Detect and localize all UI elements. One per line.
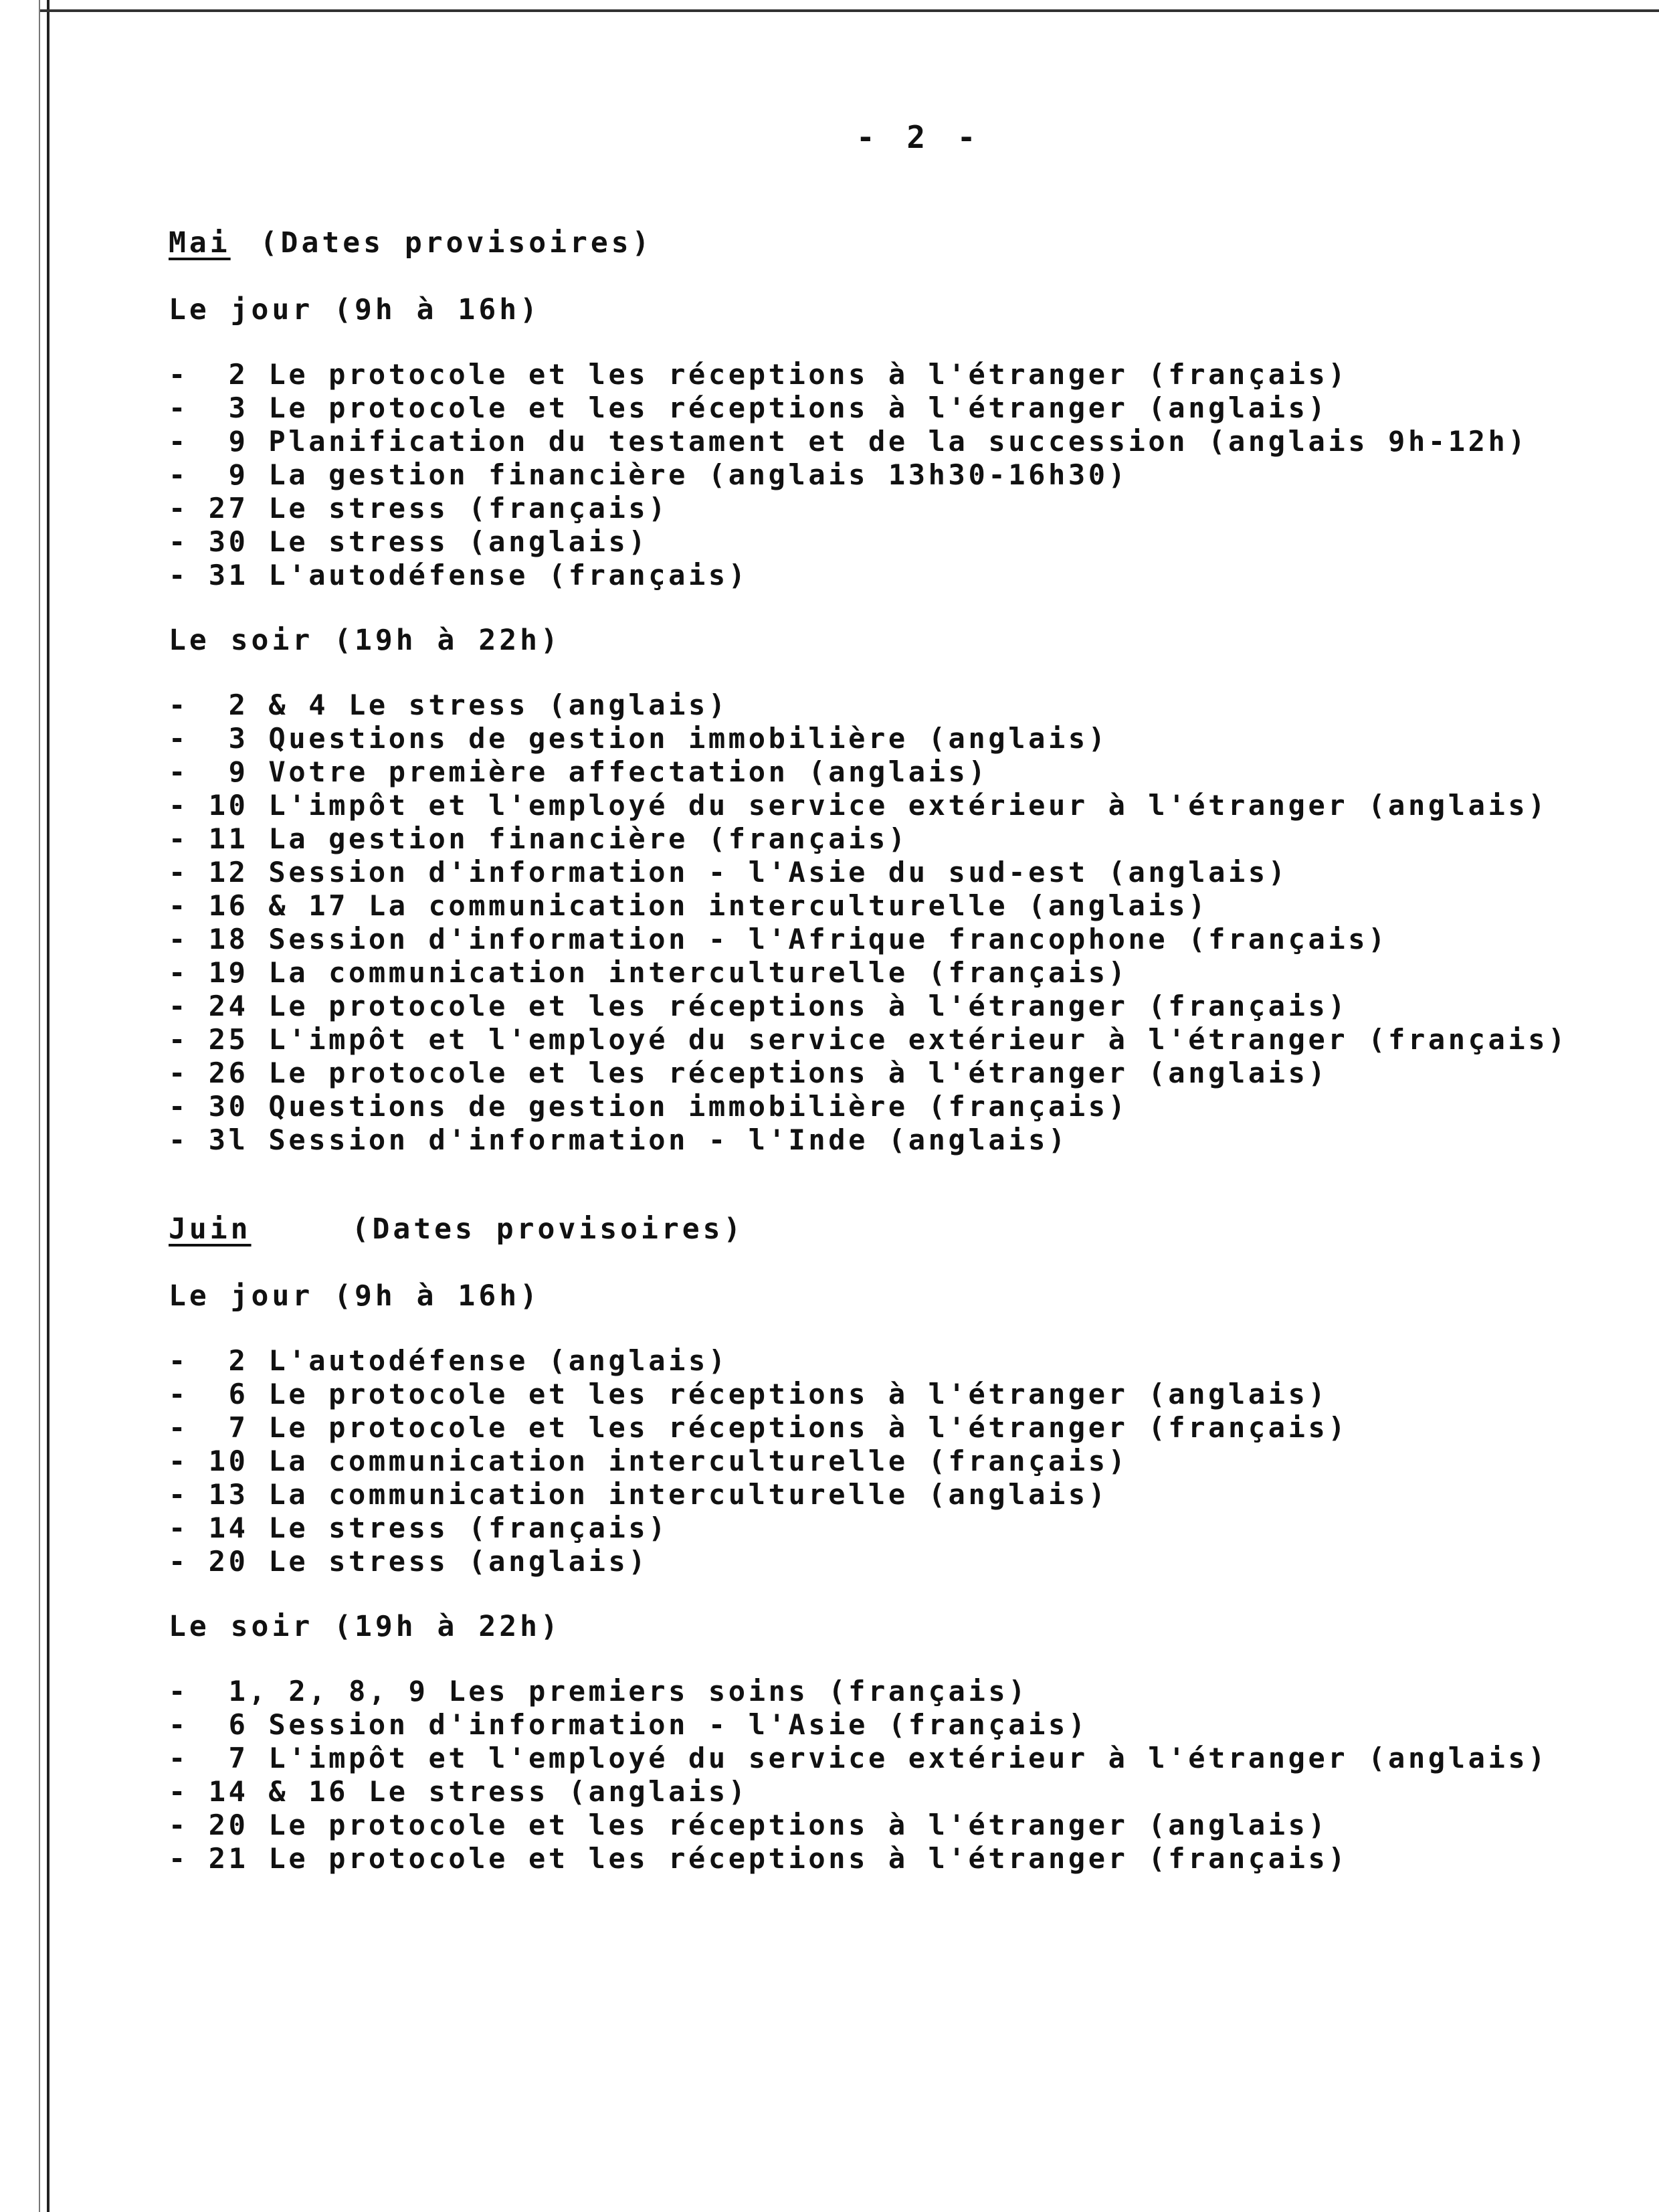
list-item: - 3l Session d'information - l'Inde (anglais)	[169, 1123, 1068, 1156]
list-item: - 16 & 17 La communication interculturelle (anglais)	[169, 889, 1209, 922]
list-item: - 21 Le protocole et les réceptions à l'étranger (français)	[169, 1842, 1349, 1875]
list-item: - 9 Planification du testament et de la succession (anglais 9h-12h)	[169, 425, 1529, 458]
document-body	[169, 224, 1627, 1875]
month-note: (Dates provisoires)	[260, 226, 653, 260]
list-item: - 27 Le stress (français)	[169, 492, 669, 525]
list-item: - 19 La communication interculturelle (français)	[169, 956, 1129, 989]
evening-schedule-heading: Le soir (19h à 22h)	[169, 1610, 561, 1643]
list-item: - 7 L'impôt et l'employé du service extérieur à l'étranger (anglais)	[169, 1742, 1549, 1774]
section-juin	[169, 1210, 1627, 1875]
list-item: - 1, 2, 8, 9 Les premiers soins (français)	[169, 1675, 1029, 1708]
list-item: - 3 Le protocole et les réceptions à l'étranger (anglais)	[169, 391, 1329, 424]
day-schedule-heading: Le jour (9h à 16h)	[169, 1279, 541, 1313]
list-item: - 18 Session d'information - l'Afrique francophone (français)	[169, 923, 1389, 955]
month-name: Juin	[169, 1212, 252, 1246]
scan-edge-line	[39, 0, 40, 2212]
month-name: Mai	[169, 226, 231, 260]
day-schedule-list	[169, 1344, 1627, 1578]
list-item: - 10 L'impôt et l'employé du service extérieur à l'étranger (anglais)	[169, 789, 1549, 822]
list-item: - 3 Questions de gestion immobilière (anglais)	[169, 722, 1108, 755]
evening-schedule-list	[169, 1675, 1627, 1875]
list-item: - 7 Le protocole et les réceptions à l'étranger (français)	[169, 1411, 1349, 1444]
list-item: - 6 Le protocole et les réceptions à l'étranger (anglais)	[169, 1378, 1329, 1410]
list-item: - 20 Le stress (anglais)	[169, 1545, 649, 1578]
list-item: - 14 & 16 Le stress (anglais)	[169, 1775, 749, 1808]
day-schedule-list	[169, 358, 1627, 592]
list-item: - 2 & 4 Le stress (anglais)	[169, 688, 728, 721]
section-mai	[169, 224, 1627, 1157]
list-item: - 2 Le protocole et les réceptions à l'étranger (français)	[169, 358, 1349, 391]
list-item: - 24 Le protocole et les réceptions à l'étranger (français)	[169, 990, 1349, 1022]
list-item: - 30 Questions de gestion immobilière (français)	[169, 1090, 1129, 1123]
scan-top-border	[40, 9, 1659, 12]
list-item: - 6 Session d'information - l'Asie (français)	[169, 1708, 1088, 1741]
scan-edge-border	[47, 0, 50, 2212]
list-item: - 10 La communication interculturelle (français)	[169, 1445, 1129, 1477]
day-schedule-heading: Le jour (9h à 16h)	[169, 293, 541, 327]
list-item: - 14 Le stress (français)	[169, 1511, 669, 1544]
list-item: - 12 Session d'information - l'Asie du sud-est (anglais)	[169, 856, 1288, 889]
list-item: - 11 La gestion financière (français)	[169, 822, 908, 855]
list-item: - 30 Le stress (anglais)	[169, 525, 649, 558]
list-item: - 31 L'autodéfense (français)	[169, 559, 749, 591]
evening-schedule-list	[169, 688, 1627, 1157]
list-item: - 20 Le protocole et les réceptions à l'étranger (anglais)	[169, 1809, 1329, 1841]
month-note: (Dates provisoires)	[351, 1212, 745, 1246]
page-number: - 2 -	[856, 119, 983, 155]
list-item: - 13 La communication interculturelle (anglais)	[169, 1478, 1108, 1511]
list-item: - 9 Votre première affectation (anglais)	[169, 755, 989, 788]
evening-schedule-heading: Le soir (19h à 22h)	[169, 624, 561, 657]
list-item: - 9 La gestion financière (anglais 13h30-16h30)	[169, 458, 1129, 491]
list-item: - 25 L'impôt et l'employé du service extérieur à l'étranger (français)	[169, 1023, 1569, 1056]
month-heading	[169, 1210, 1627, 1248]
list-item: - 26 Le protocole et les réceptions à l'étranger (anglais)	[169, 1056, 1329, 1089]
list-item: - 2 L'autodéfense (anglais)	[169, 1344, 728, 1377]
month-heading	[169, 224, 1627, 262]
